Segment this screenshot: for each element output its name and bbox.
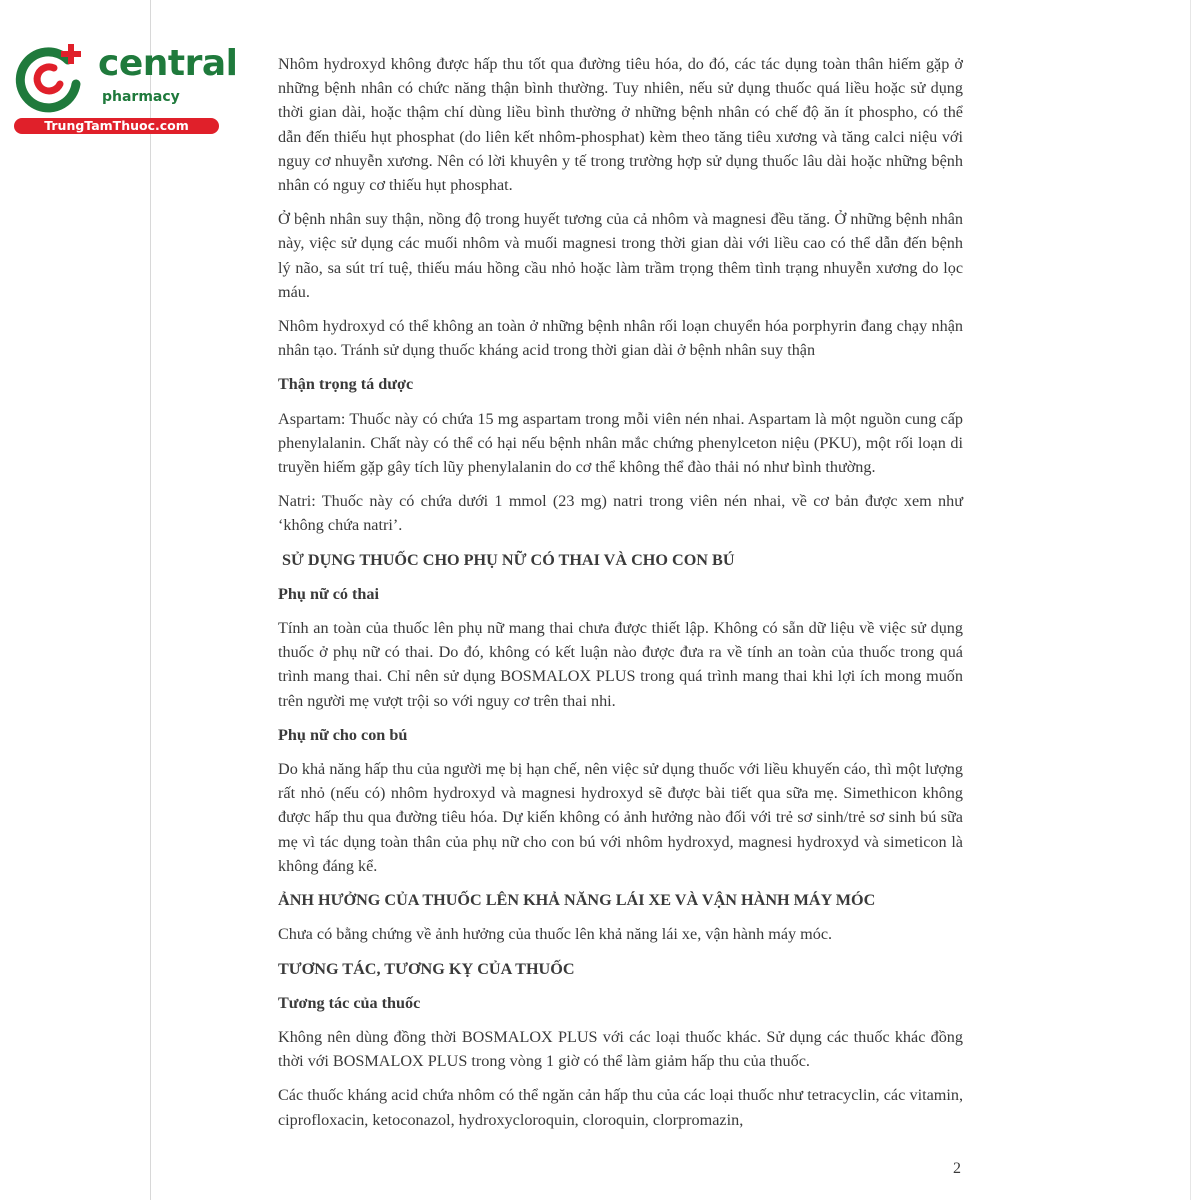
section-heading-interactions: TƯƠNG TÁC, TƯƠNG KỴ CỦA THUỐC xyxy=(278,959,575,978)
central-logo-icon xyxy=(10,38,90,118)
section-heading-driving: ẢNH HƯỞNG CỦA THUỐC LÊN KHẢ NĂNG LÁI XE VÀ VẬN HÀNH MÁY MÓC xyxy=(278,891,876,910)
paragraph: Nhôm hydroxyd không được hấp thu tốt qua đường tiêu hóa, do đó, các tác dụng toàn thân hiếm gặp ở những bệnh nhân có chức năng thận bình thường. Tuy nhiên, nếu sử dụng thuốc quá liều hoặc sử dụng thời gian dài, hoặc thậm chí dùng liều bình thường ở những bệnh nhân có chế độ ăn ít phospho, có thể dẫn đến thiếu hụt phosphat (do liên kết nhôm-phosphat) kèm theo tăng tiêu xương và tăng calci niệu với nguy cơ nhuyễn xương. Nên có lời khuyên y tế trong trường hợp sử dụng thuốc lâu dài hoặc những bệnh nhân có nguy cơ thiếu hụt phosphat. xyxy=(278,55,963,195)
document-body xyxy=(278,52,963,1142)
paragraph: Tính an toàn của thuốc lên phụ nữ mang thai chưa được thiết lập. Không có sẵn dữ liệu về việc sử dụng thuốc ở phụ nữ có thai. Do đó, không có kết luận nào được đưa ra về tính an toàn của thuốc trong quá trình mang thai. Chỉ nên sử dụng BOSMALOX PLUS trong quá trình mang thai khi lợi ích mong muốn trên người mẹ vượt trội so với nguy cơ trên thai nhi. xyxy=(278,619,963,710)
paragraph: Nhôm hydroxyd có thể không an toàn ở những bệnh nhân rối loạn chuyển hóa porphyrin đang chạy nhận nhân tạo. Tránh sử dụng thuốc kháng acid trong thời gian dài ở bệnh nhân suy thận xyxy=(278,317,963,360)
logo-url-banner: TrungTamThuoc.com xyxy=(14,118,219,134)
logo-name: central xyxy=(98,43,238,84)
page-number: 2 xyxy=(953,1160,961,1177)
paragraph: Các thuốc kháng acid chứa nhôm có thể ngăn cản hấp thu của các loại thuốc như tetracyclin, các vitamin, ciprofloxacin, ketoconazol, hydroxycloroquin, cloroquin, clorpromazin, xyxy=(278,1086,963,1129)
subheading-drug-interactions: Tương tác của thuốc xyxy=(278,993,421,1012)
paragraph: Ở bệnh nhân suy thận, nồng độ trong huyết tương của cả nhôm và magnesi đều tăng. Ở những bệnh nhân này, việc sử dụng các muối nhôm và muối magnesi trong thời gian dài với liều cao có thể dẫn đến bệnh lý não, sa sút trí tuệ, thiếu máu hồng cầu nhỏ hoặc làm trầm trọng thêm tình trạng nhuyễn xương do lọc máu. xyxy=(278,210,963,301)
subheading-excipients: Thận trọng tá dược xyxy=(278,375,414,394)
logo-subtitle: pharmacy xyxy=(102,89,180,105)
central-pharmacy-logo xyxy=(10,38,238,138)
paragraph: Natri: Thuốc này có chứa dưới 1 mmol (23 mg) natri trong viên nén nhai, về cơ bản được xem như ‘không chứa natri’. xyxy=(278,492,963,535)
subheading-breastfeeding: Phụ nữ cho con bú xyxy=(278,725,408,744)
section-heading-pregnancy: SỬ DỤNG THUỐC CHO PHỤ NỮ CÓ THAI VÀ CHO CON BÚ xyxy=(282,550,735,569)
paragraph: Không nên dùng đồng thời BOSMALOX PLUS với các loại thuốc khác. Sử dụng các thuốc khác đồng thời với BOSMALOX PLUS trong vòng 1 giờ có thể làm giảm hấp thu của thuốc. xyxy=(278,1027,963,1071)
subheading-pregnant: Phụ nữ có thai xyxy=(278,584,380,603)
paragraph: Chưa có bằng chứng về ảnh hưởng của thuốc lên khả năng lái xe, vận hành máy móc. xyxy=(278,925,833,944)
paragraph: Do khả năng hấp thu của người mẹ bị hạn chế, nên việc sử dụng thuốc với liều khuyến cáo, thì một lượng rất nhỏ (nếu có) nhôm hydroxyd và magnesi hydroxyd sẽ được bài tiết qua sữa mẹ. Simethicon không được hấp thu qua đường tiêu hóa. Dự kiến không có ảnh hưởng nào đối với trẻ sơ sinh/trẻ sơ sinh bú sữa mẹ vì tác dụng toàn thân của phụ nữ cho con bú với nhôm hydroxyd, magnesi hydroxyd và simeticon là không đáng kể. xyxy=(278,760,963,875)
page-edge-rule xyxy=(1190,0,1191,1200)
page-margin-rule xyxy=(150,0,151,1200)
paragraph: Aspartam: Thuốc này có chứa 15 mg aspartam trong mỗi viên nén nhai. Aspartam là một nguồn cung cấp phenylalanin. Chất này có thể có hại nếu bệnh nhân mắc chứng phenylceton niệu (PKU), một rối loạn di truyền hiếm gặp gây tích lũy phenylalanin do cơ thể không thể đào thải nó như bình thường. xyxy=(278,409,963,477)
